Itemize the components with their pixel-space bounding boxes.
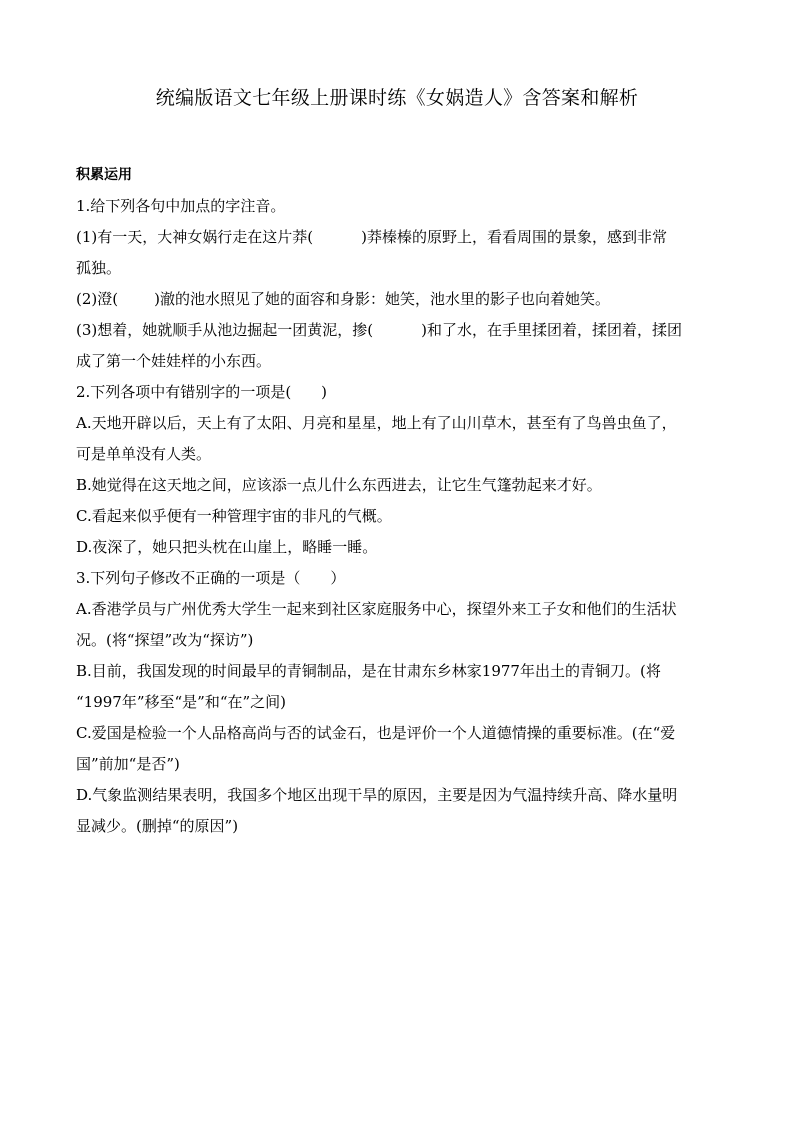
question-2-option-d: D.夜深了，她只把头枕在山崖上，略睡一睡。	[76, 538, 378, 556]
question-2-option-a: A.天地开辟以后，天上有了太阳、月亮和星星，地上有了山川草木，甚至有了鸟兽虫鱼了，	[76, 414, 677, 432]
q1-s1-text-a: (1)有一天，大神女娲行走在这片莽(	[76, 228, 314, 246]
q2-stem-close: )	[321, 383, 328, 401]
question-1-sentence-2	[76, 284, 722, 315]
question-1-sentence-1	[76, 222, 722, 253]
question-3-option-a: A.香港学员与广州优秀大学生一起来到社区家庭服务中心，探望外来工子女和他们的生活状	[76, 600, 677, 618]
question-1-sentence-3-cont: 成了第一个娃娃样的小东西。	[76, 352, 272, 370]
section-heading: 积累运用	[76, 167, 132, 183]
q3-stem-text: 3.下列句子修改不正确的一项是（	[76, 569, 301, 587]
question-3-option-d-cont: 显减少。(删掉“的原因”)	[76, 817, 239, 835]
question-3-option-b: B.目前，我国发现的时间最早的青铜制品，是在甘肃东乡林家1977年出土的青铜刀。(将	[76, 662, 661, 680]
question-2-option-a-cont: 可是单单没有人类。	[76, 445, 212, 463]
question-3-option-c: C.爱国是检验一个人品格高尚与否的试金石，也是评价一个人道德情操的重要标准。(在“爱	[76, 724, 676, 742]
question-3-option-d: D.气象监测结果表明，我国多个地区出现干旱的原因，主要是因为气温持续升高、降水量明	[76, 786, 678, 804]
question-1-sentence-3	[76, 315, 722, 346]
q1-s1-text-b: )莽榛榛的原野上，看看周围的景象，感到非常	[361, 228, 667, 246]
q1-s3-text-a: (3)想着，她就顺手从池边掘起一团黄泥，掺(	[76, 321, 374, 339]
question-2-stem	[76, 377, 722, 408]
document-title: 统编版语文七年级上册课时练《女娲造人》含答案和解析	[155, 87, 639, 109]
question-3-option-b-cont: “1997年”移至“是”和“在”之间)	[76, 693, 287, 711]
q2-stem-text: 2.下列各项中有错别字的一项是(	[76, 383, 292, 401]
question-2-option-c: C.看起来似乎便有一种管理宇宙的非凡的气概。	[76, 507, 392, 525]
q1-s3-text-b: )和了水，在手里揉团着，揉团着，揉团	[421, 321, 682, 339]
document-body	[76, 160, 722, 842]
q1-s2-text-b: )澈的池水照见了她的面容和身影：她笑，池水里的影子也向着她笑。	[154, 290, 610, 308]
question-3-stem	[76, 563, 722, 594]
q1-s2-text-a: (2)澄(	[76, 290, 119, 308]
question-1-stem: 1.给下列各句中加点的字注音。	[76, 197, 286, 215]
q3-stem-close: ）	[330, 569, 346, 587]
question-1-sentence-1-cont: 孤独。	[76, 259, 122, 277]
question-3-option-a-cont: 况。(将“探望”改为“探访”)	[76, 631, 254, 649]
question-2-option-b: B.她觉得在这天地之间，应该添一点儿什么东西进去，让它生气篷勃起来才好。	[76, 476, 602, 494]
question-3-option-c-cont: 国”前加“是否”)	[76, 755, 180, 773]
